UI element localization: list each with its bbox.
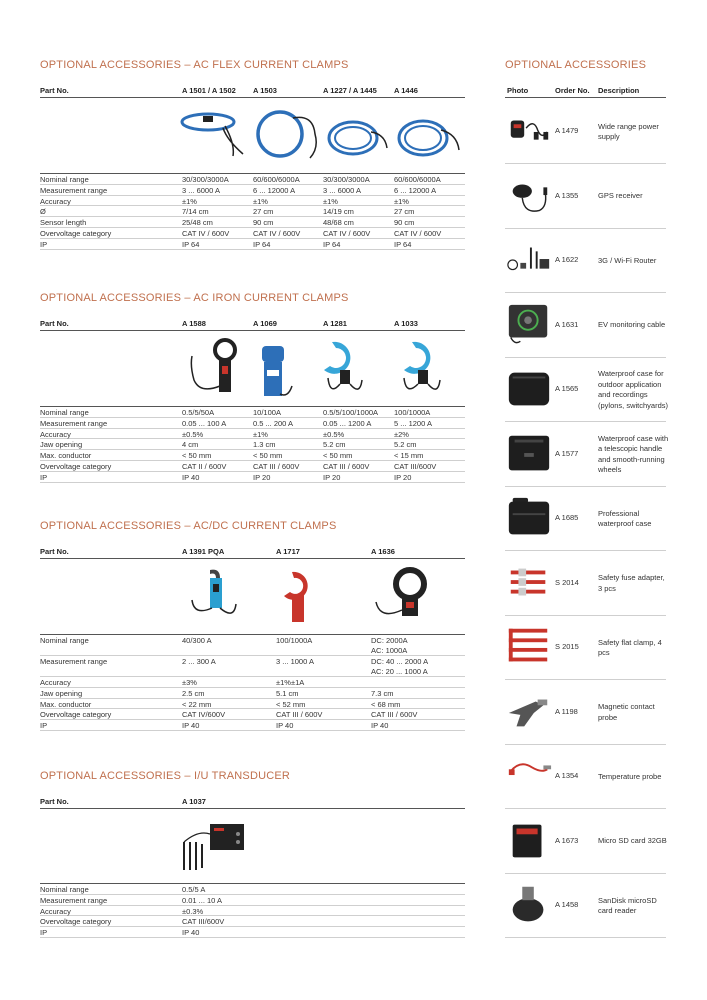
trolley-case-icon bbox=[505, 429, 553, 479]
waterproof-case-icon bbox=[505, 364, 553, 414]
order-number: A 1198 bbox=[555, 706, 578, 716]
cell-value: ±2% bbox=[394, 429, 409, 439]
header-col-4: A 1033 bbox=[394, 319, 418, 328]
table-row bbox=[40, 895, 465, 906]
header-col-3: A 1636 bbox=[371, 547, 395, 556]
row-label: Nominal range bbox=[40, 408, 89, 417]
cell-value: < 50 mm bbox=[323, 451, 353, 461]
row-label: Measurement range bbox=[40, 895, 108, 905]
row-label: Accuracy bbox=[40, 196, 71, 206]
pro-case-icon bbox=[505, 493, 553, 543]
item-description: Safety fuse adapter, 3 pcs bbox=[598, 573, 665, 593]
table-row bbox=[40, 688, 465, 699]
cell-value: IP 20 bbox=[394, 472, 412, 482]
table-row bbox=[40, 450, 465, 461]
cell-value: CAT III/600V bbox=[182, 917, 225, 927]
row-label: IP bbox=[40, 721, 48, 731]
iron-clamp-a1033-icon bbox=[404, 342, 440, 389]
cell-value: 0.5/5/50A bbox=[182, 408, 215, 417]
row-label: Jaw opening bbox=[40, 688, 83, 698]
cell-value: ±0.3% bbox=[182, 906, 204, 916]
table-row bbox=[40, 461, 465, 472]
cell-value: ±1% bbox=[394, 196, 409, 206]
header-photo: Photo bbox=[507, 86, 529, 95]
cell-value: ±1%±1A bbox=[276, 678, 305, 687]
list-item bbox=[505, 810, 666, 874]
order-number: A 1673 bbox=[555, 835, 579, 845]
row-label: Nominal range bbox=[40, 636, 89, 645]
cell-value: 0.5/5 A bbox=[182, 885, 206, 894]
section-title-flex: OPTIONAL ACCESSORIES – AC FLEX CURRENT CLAMPS bbox=[40, 59, 349, 71]
row-label: Nominal range bbox=[40, 885, 89, 894]
table-row bbox=[40, 407, 465, 418]
table-row bbox=[40, 239, 465, 250]
cell-value: 3 ... 6000 A bbox=[323, 185, 361, 195]
table-row bbox=[40, 472, 465, 483]
table-row bbox=[40, 439, 465, 450]
row-label: Measurement range bbox=[40, 657, 108, 666]
row-label: Overvoltage category bbox=[40, 228, 112, 238]
cell-value: IP 40 bbox=[276, 721, 294, 731]
section-title-iron: OPTIONAL ACCESSORIES – AC IRON CURRENT CLAMPS bbox=[40, 292, 349, 304]
iron-clamps-photo bbox=[180, 336, 465, 404]
table-row bbox=[40, 196, 465, 207]
cell-value: 5.2 cm bbox=[394, 440, 417, 450]
cell-value: 6 ... 12000 A bbox=[394, 185, 437, 195]
row-label: Sensor length bbox=[40, 218, 87, 228]
list-item bbox=[505, 423, 669, 487]
temperature-probe-icon bbox=[505, 751, 553, 801]
order-number: A 1577 bbox=[555, 448, 579, 458]
cell-value: 7.3 cm bbox=[371, 688, 394, 698]
table-row bbox=[40, 185, 465, 196]
header-col-1: A 1391 PQA bbox=[182, 547, 225, 556]
cell-value: 5.2 cm bbox=[323, 440, 346, 450]
cell-value: 30/300/3000A bbox=[323, 175, 370, 184]
row-label: Max. conductor bbox=[40, 699, 92, 709]
table-row bbox=[40, 174, 465, 185]
cell-value: 40/300 A bbox=[182, 636, 212, 645]
cell-value: 60/600/6000A bbox=[394, 175, 441, 184]
table-row bbox=[40, 429, 465, 440]
flex-clamps-photo bbox=[175, 104, 465, 168]
card-reader-icon bbox=[505, 880, 553, 930]
cell-value: 90 cm bbox=[253, 218, 274, 228]
order-number: A 1354 bbox=[555, 771, 579, 780]
cell-value: 0.05 ... 100 A bbox=[182, 418, 227, 428]
item-description: Wide range power supply bbox=[598, 121, 659, 141]
cell-value: 60/600/6000A bbox=[253, 175, 300, 184]
order-number: A 1565 bbox=[555, 384, 579, 393]
table-row bbox=[40, 709, 465, 720]
flex-clamp-a1446-icon bbox=[399, 121, 459, 155]
cell-value: 25/48 cm bbox=[182, 218, 213, 228]
cell-value: < 22 mm bbox=[182, 699, 212, 709]
list-item bbox=[505, 294, 666, 358]
list-item bbox=[505, 487, 666, 551]
header-col-3: A 1281 bbox=[323, 319, 347, 328]
table-row bbox=[40, 927, 465, 938]
row-label: Jaw opening bbox=[40, 440, 83, 450]
flex-clamp-a1501-icon bbox=[182, 114, 243, 156]
acdc-clamps-photo bbox=[180, 564, 465, 628]
item-description: Waterproof case with a telescopic handle and smooth-running wheels bbox=[598, 433, 669, 474]
cell-value: IP 20 bbox=[323, 472, 341, 482]
magnetic-probe-icon bbox=[505, 687, 553, 737]
iron-table bbox=[40, 407, 465, 483]
table-row bbox=[40, 677, 465, 688]
cell-value: < 50 mm bbox=[182, 451, 212, 461]
cell-value: < 50 mm bbox=[253, 451, 283, 461]
cell-value: DC: 2000A AC: 1000A bbox=[371, 636, 408, 655]
cell-value: 3 ... 1000 A bbox=[276, 657, 314, 666]
order-number: A 1631 bbox=[555, 319, 579, 329]
cell-value: ±1% bbox=[323, 196, 338, 206]
item-description: 3G / Wi-Fi Router bbox=[598, 255, 657, 265]
row-label: IP bbox=[40, 472, 48, 482]
section-title-acdc: OPTIONAL ACCESSORIES – AC/DC CURRENT CLAMPS bbox=[40, 520, 337, 532]
cell-value: DC: 40 ... 2000 A AC: 20 ... 1000 A bbox=[371, 657, 429, 676]
order-number: S 2015 bbox=[555, 642, 579, 651]
flat-clamp-icon bbox=[505, 622, 553, 672]
cell-value: 0.05 ... 1200 A bbox=[323, 418, 372, 428]
row-label: Overvoltage category bbox=[40, 710, 112, 720]
item-description: EV monitoring cable bbox=[598, 320, 666, 329]
order-number: A 1355 bbox=[555, 190, 579, 200]
table-row bbox=[40, 206, 465, 217]
header-col-1: A 1588 bbox=[182, 319, 206, 328]
table-row bbox=[40, 228, 465, 239]
optional-header bbox=[505, 84, 666, 98]
item-description: Safety flat clamp, 4 pcs bbox=[598, 637, 662, 657]
cell-value: CAT IV / 600V bbox=[253, 228, 301, 238]
item-description: GPS receiver bbox=[598, 191, 643, 200]
sd-card-icon bbox=[505, 816, 553, 866]
iron-header bbox=[40, 317, 465, 331]
item-description: Professional waterproof case bbox=[598, 508, 652, 528]
header-part-no: Part No. bbox=[40, 797, 69, 806]
section-title-iu: OPTIONAL ACCESSORIES – I/U TRANSDUCER bbox=[40, 770, 291, 782]
table-row bbox=[40, 635, 465, 656]
row-label: Nominal range bbox=[40, 175, 89, 184]
table-row bbox=[40, 906, 465, 917]
order-number: A 1685 bbox=[555, 513, 579, 522]
header-description: Description bbox=[598, 86, 640, 95]
cell-value: CAT III / 600V bbox=[371, 710, 418, 720]
item-description: Waterproof case for outdoor application and recordings (pylons, switchyards) bbox=[598, 369, 669, 410]
cell-value: CAT IV / 600V bbox=[323, 228, 371, 238]
cell-value: ±1% bbox=[253, 196, 268, 206]
row-label: Ø bbox=[40, 207, 46, 217]
row-label: Max. conductor bbox=[40, 451, 92, 461]
acdc-clamp-a1636-icon bbox=[376, 570, 424, 616]
cell-value: ±0.5% bbox=[182, 429, 204, 439]
cell-value: 5.1 cm bbox=[276, 688, 299, 698]
acdc-table bbox=[40, 635, 465, 731]
cell-value: < 68 mm bbox=[371, 699, 401, 709]
table-row bbox=[40, 656, 465, 677]
cell-value: 7/14 cm bbox=[182, 207, 209, 217]
iu-transducer-photo bbox=[178, 820, 258, 876]
cell-value: 100/1000A bbox=[394, 408, 431, 417]
header-col-2: A 1717 bbox=[276, 547, 300, 556]
header-col-2: A 1503 bbox=[253, 86, 277, 95]
flex-clamp-a1503-icon bbox=[258, 112, 316, 158]
list-item bbox=[505, 358, 669, 422]
iu-transducer-a1037-icon bbox=[184, 824, 244, 870]
cell-value: 0.5 ... 200 A bbox=[253, 418, 294, 428]
cell-value: 4 cm bbox=[182, 440, 199, 450]
iron-clamp-a1069-icon bbox=[262, 346, 292, 396]
order-number: S 2014 bbox=[555, 577, 579, 587]
cell-value: IP 40 bbox=[182, 928, 200, 938]
cell-value: 10/100A bbox=[253, 408, 281, 417]
cell-value: IP 64 bbox=[394, 239, 412, 249]
header-col-2: A 1069 bbox=[253, 319, 277, 328]
router-icon bbox=[505, 235, 553, 285]
cell-value: 48/68 cm bbox=[323, 218, 354, 228]
table-row bbox=[40, 699, 465, 710]
cell-value: CAT IV / 600V bbox=[182, 228, 230, 238]
cell-value: 6 ... 12000 A bbox=[253, 185, 296, 195]
item-description: SanDisk microSD card reader bbox=[598, 895, 657, 915]
iu-table bbox=[40, 884, 465, 938]
row-label: Accuracy bbox=[40, 429, 71, 439]
cell-value: 3 ... 6000 A bbox=[182, 185, 220, 195]
list-item bbox=[505, 745, 666, 809]
header-col-1: A 1037 bbox=[182, 797, 206, 806]
iron-clamp-a1281-icon bbox=[324, 342, 362, 389]
order-number: A 1458 bbox=[555, 900, 579, 909]
cell-value: CAT III / 600V bbox=[276, 710, 323, 720]
cell-value: IP 40 bbox=[182, 472, 200, 482]
cell-value: ±0.5% bbox=[323, 429, 345, 439]
cell-value: CAT II / 600V bbox=[182, 461, 227, 471]
iu-header bbox=[40, 795, 465, 809]
acdc-clamp-a1391-icon bbox=[192, 570, 236, 613]
header-col-3: A 1227 / A 1445 bbox=[323, 86, 377, 95]
cell-value: CAT IV/600V bbox=[182, 710, 226, 720]
table-row bbox=[40, 217, 465, 228]
cell-value: 30/300/3000A bbox=[182, 175, 229, 184]
row-label: Accuracy bbox=[40, 906, 71, 916]
row-label: IP bbox=[40, 239, 48, 249]
cell-value: IP 64 bbox=[323, 239, 341, 249]
row-label: Overvoltage category bbox=[40, 461, 112, 471]
header-part-no: Part No. bbox=[40, 319, 69, 328]
cell-value: CAT III/600V bbox=[394, 461, 437, 471]
fuse-adapter-icon bbox=[505, 558, 553, 608]
cell-value: CAT IV / 600V bbox=[394, 228, 442, 238]
list-item bbox=[505, 229, 666, 293]
table-row bbox=[40, 418, 465, 429]
cell-value: ±1% bbox=[182, 196, 197, 206]
row-label: Measurement range bbox=[40, 185, 108, 195]
list-item bbox=[505, 552, 666, 616]
gps-receiver-icon bbox=[505, 171, 553, 221]
cell-value: 5 ... 1200 A bbox=[394, 418, 432, 428]
cell-value: ±1% bbox=[253, 429, 268, 439]
table-row bbox=[40, 916, 465, 927]
header-col-4: A 1446 bbox=[394, 86, 418, 95]
cell-value: < 52 mm bbox=[276, 699, 306, 709]
cell-value: < 15 mm bbox=[394, 451, 424, 461]
power-supply-icon bbox=[505, 106, 553, 156]
cell-value: IP 64 bbox=[182, 239, 200, 249]
cell-value: 27 cm bbox=[253, 207, 274, 217]
item-description: Micro SD card 32GB bbox=[598, 836, 667, 845]
list-item bbox=[505, 681, 666, 745]
acdc-clamp-a1717-icon bbox=[284, 572, 308, 622]
flex-clamp-a1227-icon bbox=[329, 122, 387, 154]
header-order-no: Order No. bbox=[555, 86, 590, 95]
cell-value: CAT III / 600V bbox=[253, 461, 300, 471]
section-title-optional: OPTIONAL ACCESSORIES bbox=[505, 59, 647, 71]
cell-value: IP 40 bbox=[371, 721, 389, 731]
header-part-no: Part No. bbox=[40, 547, 69, 556]
item-description: Temperature probe bbox=[598, 771, 662, 781]
item-description: Magnetic contact probe bbox=[598, 702, 655, 722]
list-item bbox=[505, 100, 666, 164]
list-item bbox=[505, 874, 666, 938]
cell-value: IP 20 bbox=[253, 472, 271, 482]
ev-cable-icon bbox=[505, 300, 553, 350]
cell-value: 100/1000A bbox=[276, 636, 313, 645]
cell-value: CAT III / 600V bbox=[323, 461, 370, 471]
order-number: A 1622 bbox=[555, 255, 579, 264]
header-col-1: A 1501 / A 1502 bbox=[182, 86, 236, 95]
cell-value: 90 cm bbox=[394, 218, 415, 228]
flex-header bbox=[40, 84, 465, 98]
cell-value: IP 40 bbox=[182, 721, 200, 731]
cell-value: 14/19 cm bbox=[323, 207, 354, 217]
row-label: Accuracy bbox=[40, 678, 71, 687]
cell-value: 0.01 ... 10 A bbox=[182, 895, 223, 905]
table-row bbox=[40, 884, 465, 895]
flex-table bbox=[40, 174, 465, 250]
cell-value: 1.3 cm bbox=[253, 440, 276, 450]
order-number: A 1479 bbox=[555, 126, 579, 135]
cell-value: 2.5 cm bbox=[182, 688, 205, 698]
cell-value: 2 ... 300 A bbox=[182, 657, 216, 666]
row-label: Overvoltage category bbox=[40, 917, 112, 927]
cell-value: ±3% bbox=[182, 678, 197, 687]
cell-value: 27 cm bbox=[394, 207, 415, 217]
row-label: Measurement range bbox=[40, 418, 108, 428]
cell-value: IP 64 bbox=[253, 239, 271, 249]
iron-clamp-a1588-icon bbox=[191, 340, 235, 392]
cell-value: 0.5/5/100/1000A bbox=[323, 408, 379, 417]
list-item bbox=[505, 616, 666, 680]
acdc-header bbox=[40, 545, 465, 559]
table-row bbox=[40, 720, 465, 731]
row-label: IP bbox=[40, 928, 48, 938]
header-part-no: Part No. bbox=[40, 86, 69, 95]
list-item bbox=[505, 165, 666, 229]
